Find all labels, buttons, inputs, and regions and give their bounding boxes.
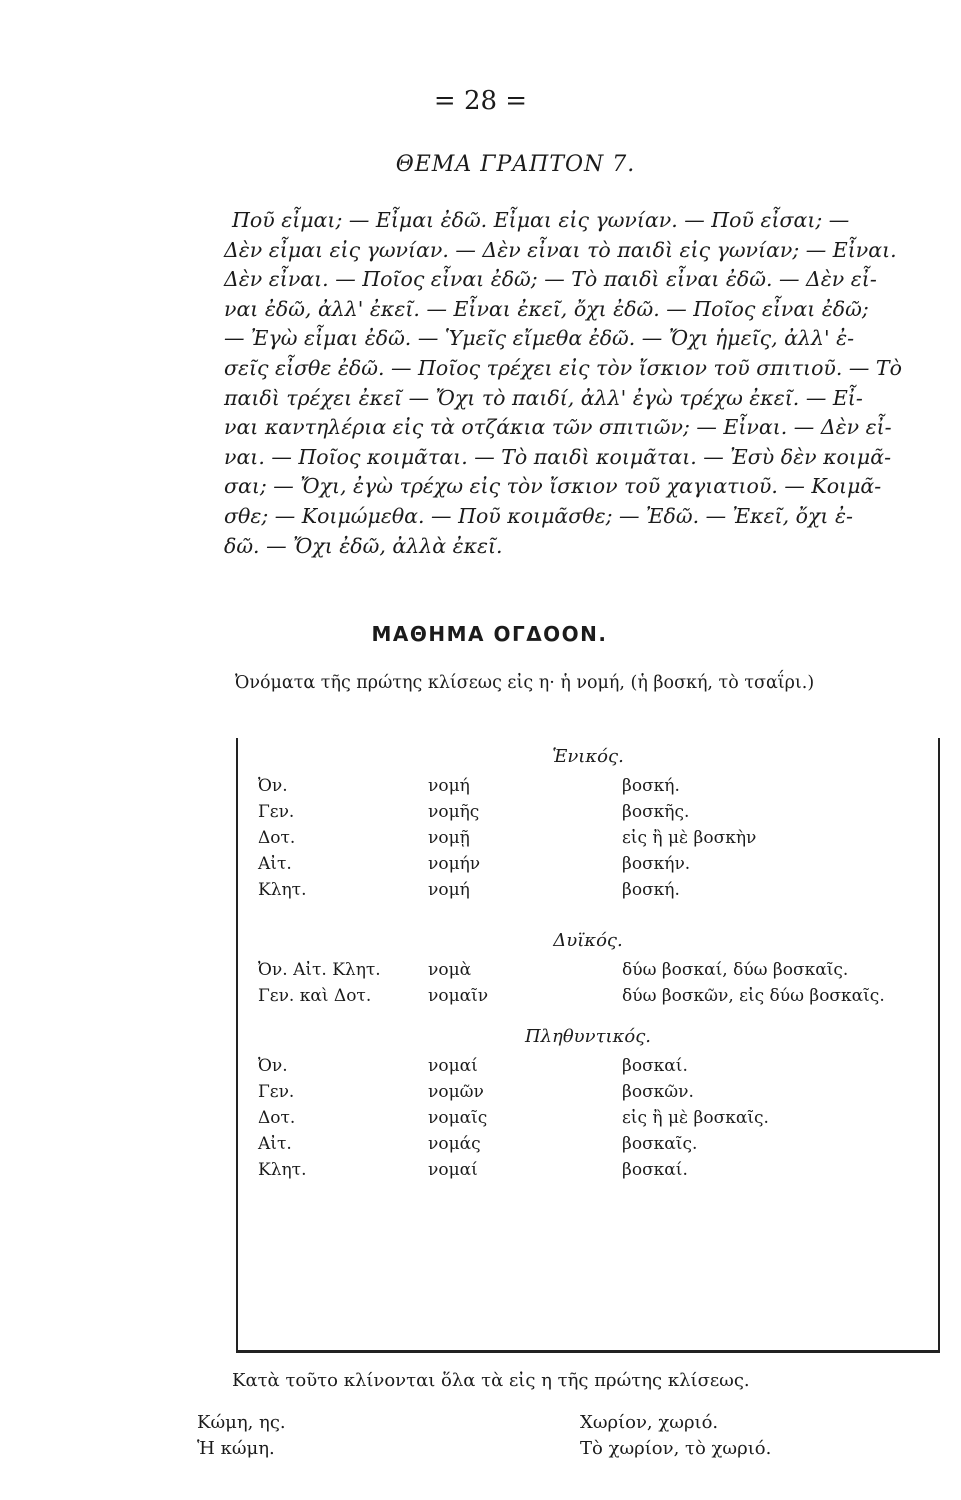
section-label-dual: Δυϊκός. (553, 930, 623, 951)
case-form: νομαῖν (428, 986, 489, 1006)
exercise-line: ναι καντηλέρια εἰς τὰ οτζάκια τῶν σπιτιῶν; — Εἶναι. — Δὲν εἶ- (224, 415, 892, 440)
table-row (238, 854, 938, 878)
case-gloss: εἰς ἢ μὲ βοσκαῖς. (622, 1108, 769, 1128)
case-label: Γεν. καὶ Δοτ. (258, 986, 372, 1006)
case-gloss: βοσκήν. (622, 854, 691, 874)
lesson-intro: Ὀνόματα τῆς πρώτης κλίσεως εἰς η· ἡ νομή, (ἡ βοσκή, τὸ τσαΐρι.) (235, 673, 815, 693)
case-gloss: βοσκῆς. (622, 802, 690, 822)
exercise-text (224, 206, 932, 561)
case-label: Δοτ. (258, 1108, 296, 1128)
table-row (238, 1134, 938, 1158)
exercise-heading: ΘΕΜΑ ΓΡΑΠΤΟΝ 7. (395, 152, 636, 177)
section-label-plural: Πληθυντικός. (524, 1026, 652, 1047)
example-left: Ἡ κώμη. (197, 1438, 275, 1459)
case-label: Γεν. (258, 802, 295, 822)
case-gloss: εἰς ἢ μὲ βοσκὴν (622, 828, 757, 848)
case-label: Αἰτ. (258, 854, 292, 874)
case-form: νομήν (428, 854, 481, 874)
table-row (238, 1160, 938, 1184)
table-row (238, 880, 938, 904)
exercise-line: δῶ. — Ὄχι ἐδῶ, ἀλλὰ ἐκεῖ. (224, 533, 503, 558)
case-form: νομή (428, 776, 470, 796)
case-label: Ὀν. (258, 776, 288, 796)
case-label: Κλητ. (258, 880, 307, 900)
case-gloss: βοσκή. (622, 776, 680, 796)
exercise-line: — Ἐγὼ εἶμαι ἐδῶ. — Ὑμεῖς εἴμεθα ἐδῶ. — Ὄχι ἡμεῖς, ἀλλ' ἐ- (224, 326, 855, 351)
case-gloss: βοσκῶν. (622, 1082, 694, 1102)
section-label-singular: Ἑνικός. (552, 746, 624, 767)
exercise-line: σθε; — Κοιμώμεθα. — Ποῦ κοιμᾶσθε; — Ἐδῶ. — Ἐκεῖ, ὄχι ἐ- (224, 503, 853, 528)
case-label: Γεν. (258, 1082, 295, 1102)
case-form: νομαῖς (428, 1108, 488, 1128)
table-row (238, 828, 938, 852)
exercise-line: Δὲν εἶναι. — Ποῖος εἶναι ἐδῶ; — Τὸ παιδὶ εἶναι ἐδῶ. — Δὲν εἶ- (224, 267, 877, 292)
table-row (238, 986, 938, 1010)
case-gloss: βοσκαί. (622, 1160, 688, 1180)
case-form: νομαί (428, 1056, 478, 1076)
example-right: Τὸ χωρίον, τὸ χωριό. (580, 1438, 772, 1459)
case-form: νομῆς (428, 802, 480, 822)
table-row (238, 1108, 938, 1132)
case-label: Ὀν. (258, 1056, 288, 1076)
table-row (238, 960, 938, 984)
table-row (238, 1082, 938, 1106)
declension-rule-note: Κατὰ τοῦτο κλίνονται ὅλα τὰ εἰς η τῆς πρώτης κλίσεως. (232, 1370, 750, 1391)
case-gloss: δύω βοσκῶν, εἰς δύω βοσκαῖς. (622, 986, 885, 1006)
case-label: Ὀν. Αἰτ. Κλητ. (258, 960, 381, 980)
case-gloss: βοσκαί. (622, 1056, 688, 1076)
exercise-line: ναι. — Ποῖος κοιμᾶται. — Τὸ παιδὶ κοιμᾶται. — Ἐσὺ δὲν κοιμᾶ- (224, 444, 891, 469)
case-form: νομὰ (428, 960, 472, 980)
exercise-line: παιδὶ τρέχει ἐκεῖ — Ὄχι τὸ παιδί, ἀλλ' ἐγὼ τρέχω ἐκεῖ. — Εἶ- (224, 385, 863, 410)
case-gloss: δύω βοσκαί, δύω βοσκαῖς. (622, 960, 849, 980)
case-label: Αἰτ. (258, 1134, 292, 1154)
example-right: Χωρίον, χωριό. (580, 1412, 719, 1433)
page-number: = 28 = (433, 86, 528, 116)
case-form: νομῇ (428, 828, 470, 848)
case-label: Κλητ. (258, 1160, 307, 1180)
exercise-line: Ποῦ εἶμαι; — Εἶμαι ἐδῶ. Εἶμαι εἰς γωνίαν. — Ποῦ εἶσαι; — (232, 208, 850, 232)
exercise-line: σαι; — Ὄχι, ἐγὼ τρέχω εἰς τὸν ἴσκιον τοῦ χαγιατιοῦ. — Κοιμᾶ- (224, 474, 882, 499)
exercise-line: ναι ἐδῶ, ἀλλ' ἐκεῖ. — Εἶναι ἐκεῖ, ὄχι ἐδῶ. — Ποῖος εἶναι ἐδῶ; (224, 296, 869, 321)
exercise-line: σεῖς εἶσθε ἐδῶ. — Ποῖος τρέχει εἰς τὸν ἴσκιον τοῦ σπιτιοῦ. — Τὸ (224, 355, 902, 380)
table-row (238, 1056, 938, 1080)
case-form: νομαί (428, 1160, 478, 1180)
table-row (238, 802, 938, 826)
case-label: Δοτ. (258, 828, 296, 848)
declension-table (236, 738, 940, 1353)
table-row (238, 776, 938, 800)
case-form: νομῶν (428, 1082, 484, 1102)
case-gloss: βοσκή. (622, 880, 680, 900)
exercise-line: Δὲν εἶμαι εἰς γωνίαν. — Δὲν εἶναι τὸ παιδὶ εἰς γωνίαν; — Εἶναι. (224, 237, 897, 262)
lesson-title: ΜΑΘΗΜΑ ΟΓΔΟΟΝ. (371, 622, 608, 646)
example-left: Κώμη, ης. (197, 1412, 286, 1433)
case-gloss: βοσκαῖς. (622, 1134, 698, 1154)
case-form: νομάς (428, 1134, 481, 1154)
case-form: νομή (428, 880, 470, 900)
